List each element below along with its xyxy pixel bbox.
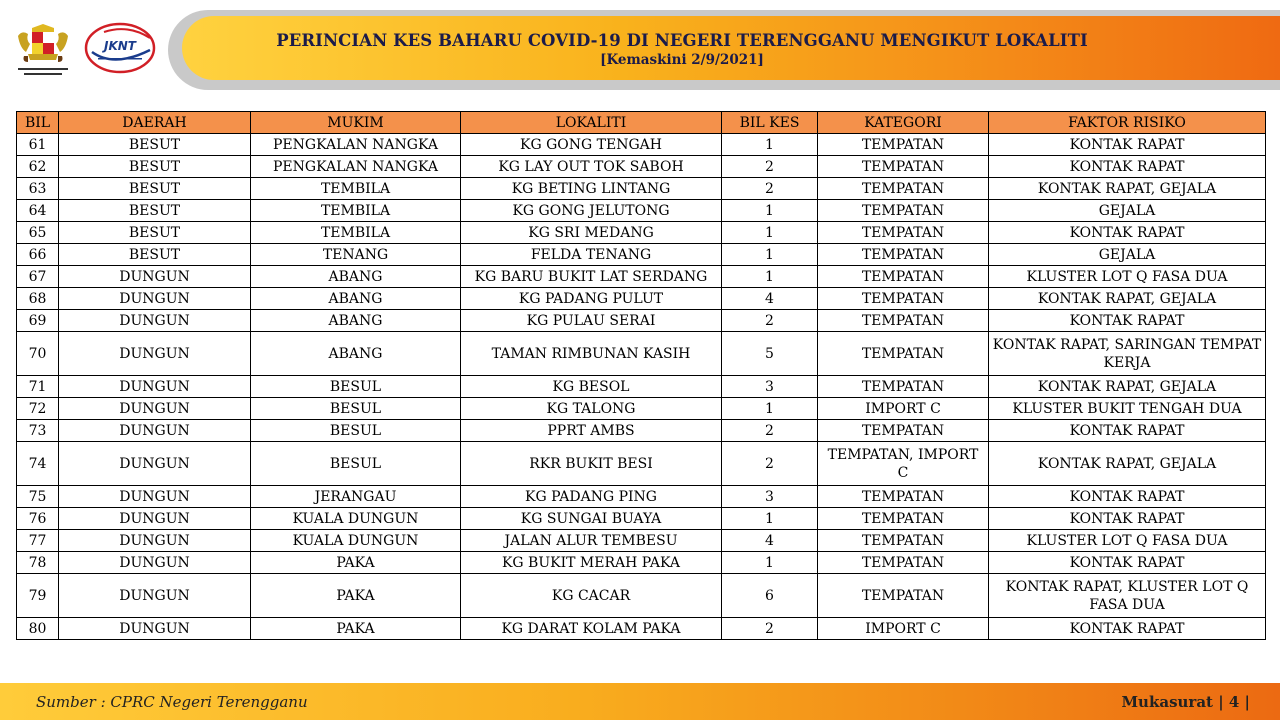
table-row (17, 288, 1266, 310)
table-row (17, 574, 1266, 618)
cell-bil: 73 (17, 420, 59, 442)
cell-kategori: TEMPATAN (818, 288, 989, 310)
table-row (17, 134, 1266, 156)
cell-mukim: PENGKALAN NANGKA (251, 134, 461, 156)
cell-kategori: TEMPATAN (818, 310, 989, 332)
cell-bil-kes: 1 (722, 200, 818, 222)
header (0, 0, 1280, 96)
svg-text:JKNT: JKNT (104, 39, 136, 53)
table-row (17, 222, 1266, 244)
cell-daerah: BESUT (59, 134, 251, 156)
cell-mukim: BESUL (251, 442, 461, 486)
cell-mukim: BESUL (251, 420, 461, 442)
cell-bil-kes: 6 (722, 574, 818, 618)
cell-mukim: TENANG (251, 244, 461, 266)
cell-daerah: BESUT (59, 178, 251, 200)
cell-bil-kes: 5 (722, 332, 818, 376)
cell-faktor-risiko: KONTAK RAPAT (989, 420, 1266, 442)
cell-daerah: DUNGUN (59, 398, 251, 420)
cell-bil-kes: 2 (722, 618, 818, 640)
cell-daerah: DUNGUN (59, 508, 251, 530)
cell-bil: 61 (17, 134, 59, 156)
table-header-row (17, 112, 1266, 134)
cell-faktor-risiko: KONTAK RAPAT, GEJALA (989, 288, 1266, 310)
table-row (17, 420, 1266, 442)
cell-faktor-risiko: KONTAK RAPAT, GEJALA (989, 178, 1266, 200)
cell-faktor-risiko: KONTAK RAPAT, GEJALA (989, 376, 1266, 398)
cell-daerah: BESUT (59, 200, 251, 222)
col-header-bil-kes: BIL KES (722, 112, 818, 134)
cell-daerah: DUNGUN (59, 442, 251, 486)
cell-kategori: TEMPATAN (818, 332, 989, 376)
cell-bil: 74 (17, 442, 59, 486)
cell-kategori: TEMPATAN (818, 244, 989, 266)
table-row (17, 618, 1266, 640)
cell-lokaliti: KG BUKIT MERAH PAKA (461, 552, 722, 574)
cell-daerah: BESUT (59, 244, 251, 266)
cell-faktor-risiko: KONTAK RAPAT, KLUSTER LOT Q FASA DUA (989, 574, 1266, 618)
cell-faktor-risiko: GEJALA (989, 244, 1266, 266)
footer-bar (0, 683, 1280, 720)
cell-bil-kes: 4 (722, 530, 818, 552)
table-row (17, 244, 1266, 266)
cell-kategori: TEMPATAN (818, 266, 989, 288)
cell-mukim: TEMBILA (251, 200, 461, 222)
cell-faktor-risiko: KONTAK RAPAT (989, 134, 1266, 156)
page-title: PERINCIAN KES BAHARU COVID-19 DI NEGERI TERENGGANU MENGIKUT LOKALITI (276, 31, 1088, 50)
col-header-lokaliti: LOKALITI (461, 112, 722, 134)
table-row (17, 398, 1266, 420)
cell-daerah: DUNGUN (59, 376, 251, 398)
cell-mukim: PAKA (251, 574, 461, 618)
cell-bil-kes: 2 (722, 178, 818, 200)
cell-bil-kes: 3 (722, 376, 818, 398)
cell-bil: 62 (17, 156, 59, 178)
table-row (17, 508, 1266, 530)
cell-faktor-risiko: GEJALA (989, 200, 1266, 222)
cell-kategori: TEMPATAN (818, 508, 989, 530)
cell-bil: 69 (17, 310, 59, 332)
cell-mukim: KUALA DUNGUN (251, 508, 461, 530)
kkm-crest-logo (12, 22, 74, 86)
cell-kategori: TEMPATAN (818, 420, 989, 442)
cell-bil-kes: 1 (722, 552, 818, 574)
page-number: Mukasurat | 4 | (1121, 693, 1250, 711)
cell-bil: 68 (17, 288, 59, 310)
cell-bil: 71 (17, 376, 59, 398)
cell-bil-kes: 1 (722, 266, 818, 288)
cell-lokaliti: KG GONG JELUTONG (461, 200, 722, 222)
cell-kategori: TEMPATAN (818, 200, 989, 222)
cell-bil-kes: 1 (722, 508, 818, 530)
cell-lokaliti: PPRT AMBS (461, 420, 722, 442)
cell-daerah: DUNGUN (59, 530, 251, 552)
cell-lokaliti: KG BETING LINTANG (461, 178, 722, 200)
page-subtitle: [Kemaskini 2/9/2021] (600, 52, 764, 68)
cell-bil: 76 (17, 508, 59, 530)
table-row (17, 442, 1266, 486)
cell-faktor-risiko: KLUSTER LOT Q FASA DUA (989, 266, 1266, 288)
cell-daerah: DUNGUN (59, 332, 251, 376)
cell-faktor-risiko: KONTAK RAPAT, SARINGAN TEMPAT KERJA (989, 332, 1266, 376)
cell-kategori: TEMPATAN, IMPORT C (818, 442, 989, 486)
cell-mukim: BESUL (251, 398, 461, 420)
table-row (17, 376, 1266, 398)
cell-mukim: TEMBILA (251, 178, 461, 200)
cell-bil: 70 (17, 332, 59, 376)
cell-daerah: DUNGUN (59, 618, 251, 640)
cell-daerah: DUNGUN (59, 552, 251, 574)
table-row (17, 332, 1266, 376)
cell-lokaliti: KG TALONG (461, 398, 722, 420)
cell-bil-kes: 2 (722, 420, 818, 442)
cell-bil-kes: 1 (722, 244, 818, 266)
cell-kategori: TEMPATAN (818, 376, 989, 398)
cell-faktor-risiko: KONTAK RAPAT (989, 310, 1266, 332)
cell-lokaliti: TAMAN RIMBUNAN KASIH (461, 332, 722, 376)
cell-daerah: DUNGUN (59, 486, 251, 508)
cell-daerah: DUNGUN (59, 420, 251, 442)
table-row (17, 200, 1266, 222)
cell-bil-kes: 1 (722, 222, 818, 244)
table-row (17, 530, 1266, 552)
cell-kategori: TEMPATAN (818, 156, 989, 178)
cell-bil: 72 (17, 398, 59, 420)
cell-kategori: IMPORT C (818, 618, 989, 640)
col-header-kategori: KATEGORI (818, 112, 989, 134)
cases-table (16, 111, 1266, 640)
cell-lokaliti: KG PADANG PULUT (461, 288, 722, 310)
cell-lokaliti: KG DARAT KOLAM PAKA (461, 618, 722, 640)
cell-bil-kes: 4 (722, 288, 818, 310)
cell-bil: 64 (17, 200, 59, 222)
col-header-mukim: MUKIM (251, 112, 461, 134)
cell-faktor-risiko: KONTAK RAPAT (989, 618, 1266, 640)
cell-lokaliti: KG BARU BUKIT LAT SERDANG (461, 266, 722, 288)
cell-mukim: JERANGAU (251, 486, 461, 508)
cell-kategori: TEMPATAN (818, 222, 989, 244)
cell-mukim: ABANG (251, 288, 461, 310)
cell-mukim: KUALA DUNGUN (251, 530, 461, 552)
cell-daerah: BESUT (59, 222, 251, 244)
cell-bil-kes: 2 (722, 156, 818, 178)
cell-bil-kes: 1 (722, 134, 818, 156)
cell-bil: 63 (17, 178, 59, 200)
cell-bil: 80 (17, 618, 59, 640)
cell-mukim: PAKA (251, 552, 461, 574)
cell-faktor-risiko: KONTAK RAPAT (989, 508, 1266, 530)
cell-faktor-risiko: KLUSTER LOT Q FASA DUA (989, 530, 1266, 552)
cell-kategori: TEMPATAN (818, 178, 989, 200)
table-row (17, 486, 1266, 508)
jknt-logo (84, 22, 160, 74)
cell-mukim: ABANG (251, 310, 461, 332)
cell-bil: 67 (17, 266, 59, 288)
cell-bil: 66 (17, 244, 59, 266)
cell-mukim: PAKA (251, 618, 461, 640)
table-row (17, 266, 1266, 288)
cell-daerah: DUNGUN (59, 288, 251, 310)
cell-mukim: BESUL (251, 376, 461, 398)
cell-daerah: DUNGUN (59, 574, 251, 618)
cell-lokaliti: KG LAY OUT TOK SABOH (461, 156, 722, 178)
cell-lokaliti: JALAN ALUR TEMBESU (461, 530, 722, 552)
cell-lokaliti: FELDA TENANG (461, 244, 722, 266)
col-header-daerah: DAERAH (59, 112, 251, 134)
cell-faktor-risiko: KONTAK RAPAT (989, 222, 1266, 244)
cell-lokaliti: KG CACAR (461, 574, 722, 618)
cell-kategori: TEMPATAN (818, 574, 989, 618)
cell-bil: 75 (17, 486, 59, 508)
source-note: Sumber : CPRC Negeri Terengganu (36, 693, 308, 711)
cell-bil-kes: 2 (722, 310, 818, 332)
cell-lokaliti: RKR BUKIT BESI (461, 442, 722, 486)
cell-lokaliti: KG PADANG PING (461, 486, 722, 508)
col-header-bil: BIL (17, 112, 59, 134)
cell-bil: 77 (17, 530, 59, 552)
cell-mukim: PENGKALAN NANGKA (251, 156, 461, 178)
cell-bil-kes: 1 (722, 398, 818, 420)
cell-bil: 79 (17, 574, 59, 618)
table-row (17, 310, 1266, 332)
cell-kategori: TEMPATAN (818, 134, 989, 156)
cell-kategori: TEMPATAN (818, 530, 989, 552)
cell-kategori: IMPORT C (818, 398, 989, 420)
col-header-faktor-risiko: FAKTOR RISIKO (989, 112, 1266, 134)
cell-lokaliti: KG BESOL (461, 376, 722, 398)
cell-bil-kes: 2 (722, 442, 818, 486)
cell-bil: 65 (17, 222, 59, 244)
cell-lokaliti: KG PULAU SERAI (461, 310, 722, 332)
cell-lokaliti: KG SUNGAI BUAYA (461, 508, 722, 530)
table-row (17, 552, 1266, 574)
cell-faktor-risiko: KONTAK RAPAT (989, 552, 1266, 574)
cell-mukim: ABANG (251, 332, 461, 376)
cell-daerah: BESUT (59, 156, 251, 178)
cell-lokaliti: KG GONG TENGAH (461, 134, 722, 156)
cell-bil: 78 (17, 552, 59, 574)
table-row (17, 178, 1266, 200)
cell-daerah: DUNGUN (59, 310, 251, 332)
table-row (17, 156, 1266, 178)
cell-kategori: TEMPATAN (818, 552, 989, 574)
cell-faktor-risiko: KONTAK RAPAT, GEJALA (989, 442, 1266, 486)
cell-faktor-risiko: KLUSTER BUKIT TENGAH DUA (989, 398, 1266, 420)
cell-bil-kes: 3 (722, 486, 818, 508)
cell-mukim: TEMBILA (251, 222, 461, 244)
cell-faktor-risiko: KONTAK RAPAT (989, 486, 1266, 508)
cell-lokaliti: KG SRI MEDANG (461, 222, 722, 244)
cell-daerah: DUNGUN (59, 266, 251, 288)
cell-kategori: TEMPATAN (818, 486, 989, 508)
cell-faktor-risiko: KONTAK RAPAT (989, 156, 1266, 178)
cell-mukim: ABANG (251, 266, 461, 288)
